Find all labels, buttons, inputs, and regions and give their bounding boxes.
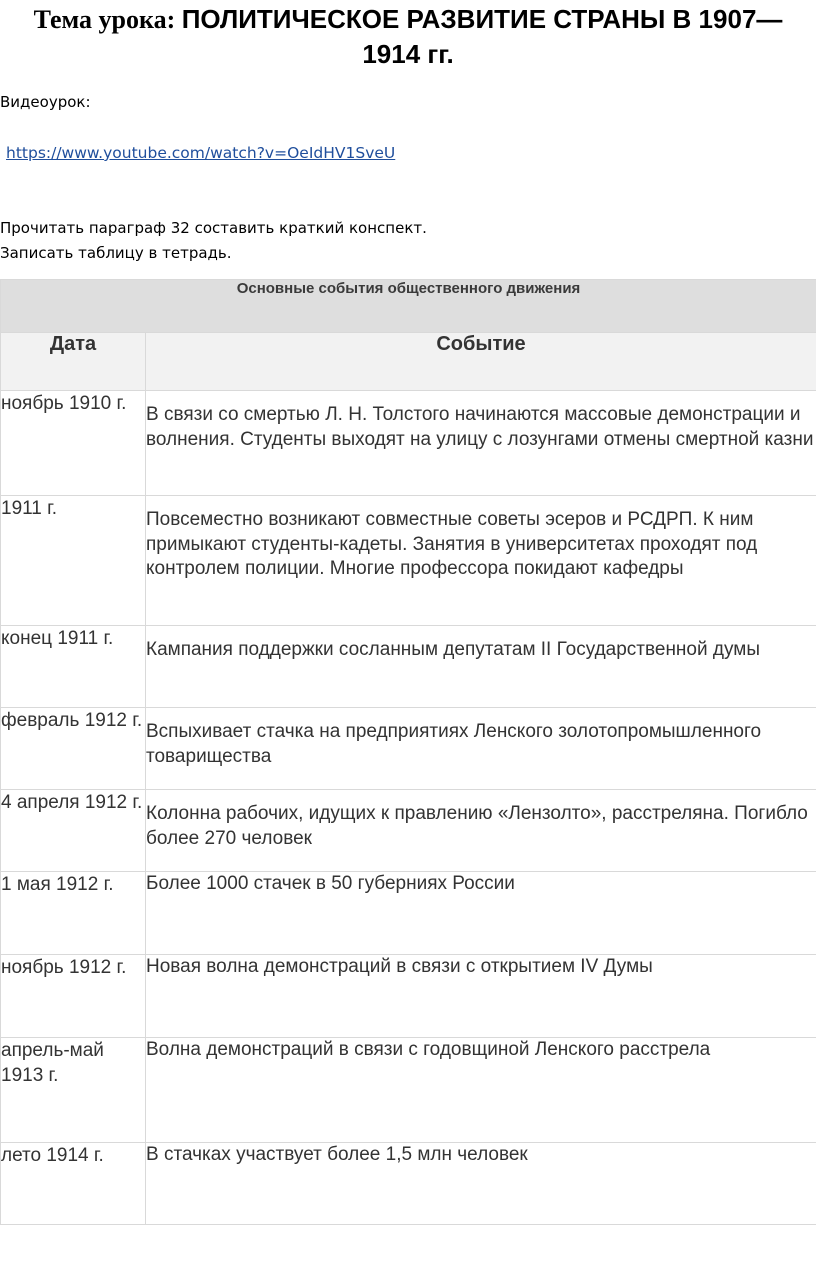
table-row — [1, 955, 816, 1038]
table-row — [1, 708, 816, 790]
row-date: ноябрь 1910 г. — [1, 391, 146, 496]
row-event: Кампания поддержки сосланным депутатам II Государственной думы — [146, 626, 816, 708]
table-row — [1, 391, 816, 496]
row-event: В стачках участвует более 1,5 млн человек — [146, 1143, 816, 1225]
table-row — [1, 1038, 816, 1143]
row-event: Более 1000 стачек в 50 губерниях России — [146, 872, 816, 955]
table-row — [1, 872, 816, 955]
column-header-date: Дата — [1, 333, 146, 391]
title-main: ПОЛИТИЧЕСКОЕ РАЗВИТИЕ СТРАНЫ В 1907—1914 гг. — [181, 4, 783, 69]
row-date: апрель-май 1913 г. — [1, 1038, 146, 1143]
row-date: 4 апреля 1912 г. — [1, 790, 146, 872]
row-event: Новая волна демонстраций в связи с открытием IV Думы — [146, 955, 816, 1038]
title-lead: Тема урока: — [33, 5, 182, 34]
row-event: В связи со смертью Л. Н. Толстого начинаются массовые демонстрации и волнения. Студенты выходят на улицу с лозунгами отмены смертной казни — [146, 391, 816, 496]
table-caption: Основные события общественного движения — [1, 280, 816, 333]
task-read-paragraph: Прочитать параграф 32 составить краткий конспект. — [0, 219, 427, 237]
row-event: Вспыхивает стачка на предприятиях Ленского золотопромышленного товарищества — [146, 708, 816, 790]
events-table — [0, 279, 816, 1225]
row-event: Волна демонстраций в связи с годовщиной Ленского расстрела — [146, 1038, 816, 1143]
row-date: 1911 г. — [1, 496, 146, 626]
table-row — [1, 626, 816, 708]
table-header-row — [1, 333, 816, 391]
table-row — [1, 790, 816, 872]
row-date: февраль 1912 г. — [1, 708, 146, 790]
video-label: Видеоурок: — [0, 93, 91, 111]
row-event: Колонна рабочих, идущих к правлению «Лензолто», расстреляна. Погибло более 270 человек — [146, 790, 816, 872]
task-copy-table: Записать таблицу в тетрадь. — [0, 244, 232, 262]
video-link[interactable]: https://www.youtube.com/watch?v=OeIdHV1SveU — [6, 144, 396, 162]
row-date: ноябрь 1912 г. — [1, 955, 146, 1038]
row-date: конец 1911 г. — [1, 626, 146, 708]
page-title — [0, 0, 816, 72]
column-header-event: Событие — [146, 333, 816, 391]
row-date: лето 1914 г. — [1, 1143, 146, 1225]
table-row — [1, 496, 816, 626]
row-event: Повсеместно возникают совместные советы эсеров и РСДРП. К ним примыкают студенты-кадеты. Занятия в университетах проходят под контролем полиции. Многие профессора покидают кафедры — [146, 496, 816, 626]
table-row — [1, 1143, 816, 1225]
row-date: 1 мая 1912 г. — [1, 872, 146, 955]
table-caption-row — [1, 280, 816, 333]
